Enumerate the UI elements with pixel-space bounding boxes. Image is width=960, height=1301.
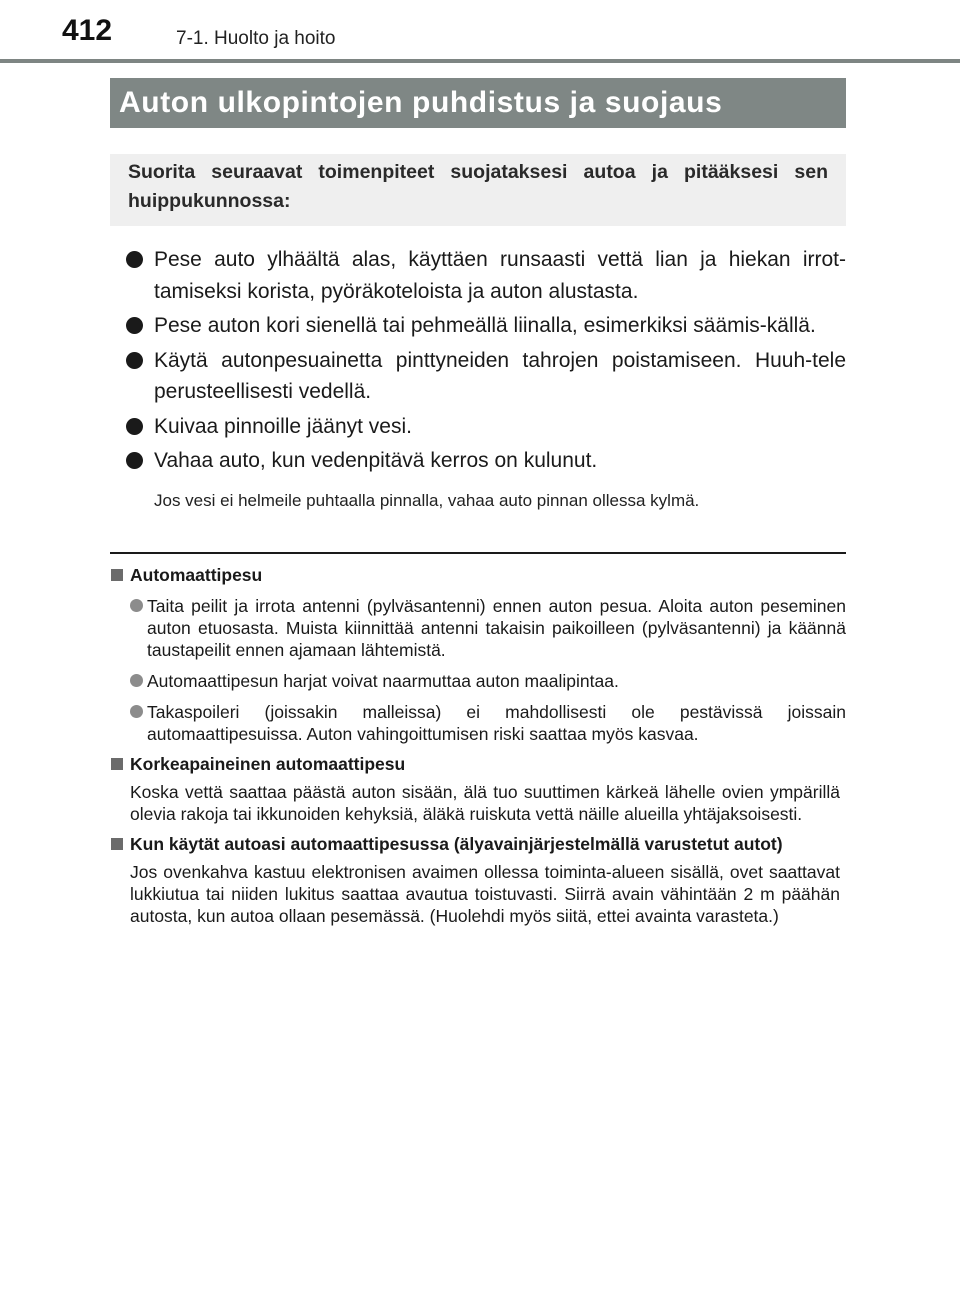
subsection-heading [110,564,846,586]
bullet-note: Jos vesi ei helmeile puhtaalla pinnalla, vahaa auto pinnan ollessa kylmä. [154,490,700,510]
list-item [110,670,846,692]
list-item [126,411,846,443]
section-title: Auton ulkopintojen puhdistus ja suojaus [110,78,846,128]
list-item [110,701,846,745]
subsection-heading-text: Kun käytät autoasi automaattipesussa (älyavainjärjestelmällä varustetut autot) [130,834,783,854]
subsection-body: Jos ovenkahva kastuu elektronisen avaimen ollessa toiminta-alueen sisällä, ovet saattavat lukkiutua tai niiden lukitus saattaa avautua toistuvasti. Siirrä avain vähintään 2 m päähän autosta, kun autoa ollaan pesemässä. (Huolehdi myös siitä, ettei avainta varasteta.) [130,862,840,926]
bullet-dot-icon [126,452,143,469]
circle-bullet-icon [130,674,143,687]
bullet-text: Pese auto ylhäältä alas, käyttäen runsaasti vettä lian ja hiekan irrot-tamiseksi korista, pyöräkoteloista ja auton alustasta. [154,248,846,303]
bullet-text: Käytä autonpesuainetta pinttyneiden tahrojen poistamiseen. Huuh-tele perusteellisesti vedellä. [154,348,846,403]
bullet-dot-icon [126,418,143,435]
subsection-heading-text: Korkeapaineinen automaattipesu [130,754,406,774]
subsection-heading [110,753,846,775]
chapter-title: 7-1. Huolto ja hoito [176,28,336,49]
page-number: 412 [62,14,113,47]
list-item-text: Taita peilit ja irrota antenni (pylväsantenni) ennen auton pesua. Aloita auton peseminen auton etuosasta. Muista kiinnittää antenni takaisin paikoilleen (pylväsantenni) ja käännä taustapeilit ennen ajamaan lähtemistä. [147,596,846,660]
main-bullet-list [126,244,846,513]
bullet-text: Pese auton kori sienellä tai pehmeällä liinalla, esimerkiksi säämis-källä. [154,314,816,337]
bullet-dot-icon [126,317,143,334]
square-bullet-icon [111,758,123,770]
bullet-dot-icon [126,251,143,268]
subsection-heading [110,833,846,855]
list-item [126,244,846,307]
square-bullet-icon [111,838,123,850]
square-bullet-icon [111,569,123,581]
notes-section [110,564,846,927]
page-header [0,0,960,64]
bullet-text: Vahaa auto, kun vedenpitävä kerros on kulunut. [154,449,598,472]
circle-bullet-icon [130,599,143,612]
list-item [126,445,846,477]
subsection-heading-text: Automaattipesu [130,565,263,585]
section-divider [110,552,846,554]
list-item-text: Automaattipesun harjat voivat naarmuttaa auton maalipintaa. [147,671,619,691]
bullet-dot-icon [126,352,143,369]
list-item-text: Takaspoileri (joissakin malleissa) ei mahdollisesti ole pestävissä joissain automaattipesuissa. Auton vahingoittumisen riski saattaa myös kasvaa. [147,702,846,744]
list-item [126,310,846,342]
list-item [110,595,846,661]
circle-bullet-icon [130,705,143,718]
list-item [126,345,846,408]
subsection-body: Koska vettä saattaa päästä auton sisään, älä tuo suuttimen kärkeä lähelle ovien ympärillä olevia rakoja tai ikkunoiden kehyksiä, äläkä ruiskuta vettä näille alueilla yhtäjaksoisesti. [130,782,840,824]
header-divider [0,59,960,63]
bullet-text: Kuivaa pinnoille jäänyt vesi. [154,414,412,438]
intro-box: Suorita seuraavat toimenpiteet suojataksesi autoa ja pitääksesi sen huippukunnossa: [110,154,846,226]
